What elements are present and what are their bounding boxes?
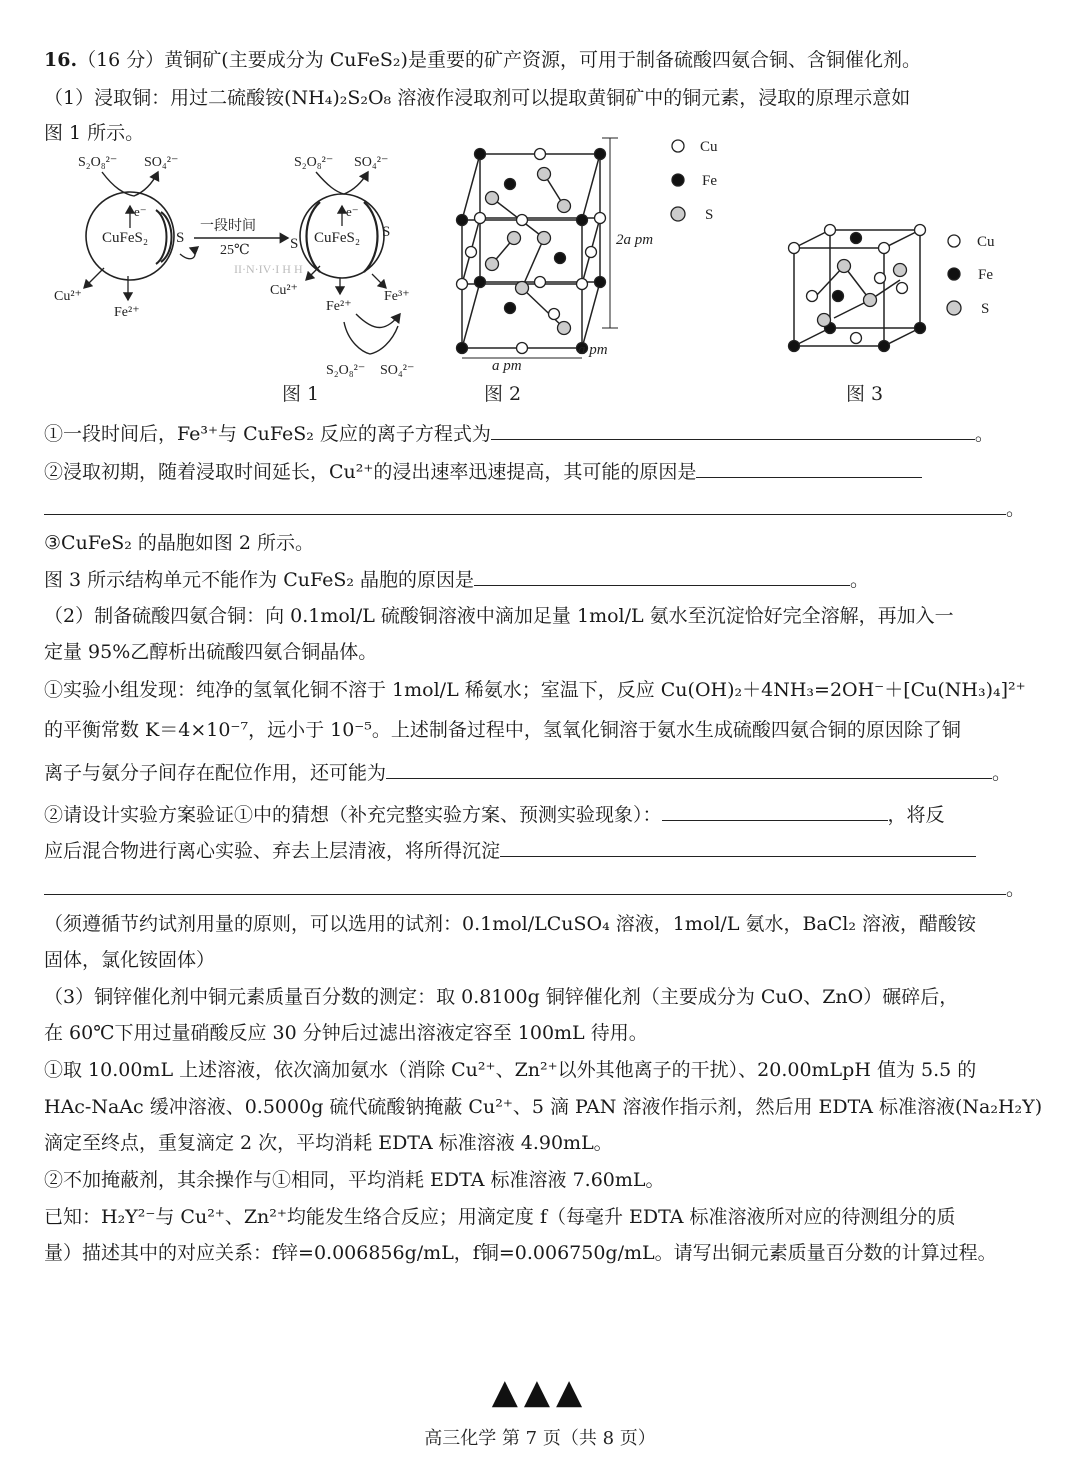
s-atom [558, 200, 571, 213]
cu-atom [851, 333, 862, 344]
s-atom [516, 282, 529, 295]
legend-s-marker [947, 301, 961, 315]
legend-s-label: S [705, 207, 714, 223]
fe3-label: Fe³⁺ [384, 289, 410, 304]
q2-1c-end: 。 [992, 762, 1012, 784]
fe-atom [577, 215, 588, 226]
q1-1-end: 。 [974, 423, 994, 445]
width-label-1: a pm [492, 358, 522, 374]
part2-text-2: 定量 95%乙醇析出硫酸四氨合铜晶体。 [44, 641, 378, 663]
fe-atom [851, 233, 862, 244]
part3-text-1: （3）铜锌催化剂中铜元素质量百分数的测定：取 0.8100g 铜锌催化剂（主要成分为 CuO、ZnO）碾碎后， [44, 986, 959, 1008]
fe-atom [915, 323, 926, 334]
s-atom [894, 264, 907, 277]
s-label-2b: S [382, 224, 391, 240]
cu-atom [577, 279, 588, 290]
answer-blank-1-2a[interactable] [696, 457, 922, 478]
fe2-label-1: Fe²⁺ [114, 305, 140, 320]
arrow-top-label: 一段时间 [200, 219, 256, 234]
fe-atom [457, 215, 468, 226]
cufes2-label-2: CuFeS₂ [314, 230, 361, 246]
legend-fe-label: Fe [978, 267, 993, 283]
figures-row [44, 128, 1044, 418]
cu2-label-1: Cu²⁺ [54, 289, 82, 304]
fe2-label-2: Fe²⁺ [326, 299, 352, 314]
cufes2-label-1: CuFeS₂ [102, 230, 149, 246]
question-3-1c: 滴定至终点，重复滴定 2 次，平均消耗 EDTA 标准溶液 4.90mL。 [44, 1132, 613, 1154]
s-atom [486, 192, 499, 205]
s-curl-arrow-1 [180, 248, 195, 259]
fe-atom [475, 149, 486, 160]
question-16-intro [44, 46, 1044, 74]
legend-s-marker [671, 207, 685, 221]
part3-text-2: 在 60℃下用过量硝酸反应 30 分钟后过滤出溶液定容至 100mL 待用。 [44, 1022, 648, 1044]
fe-atom [505, 179, 516, 190]
s-label-1: S [176, 230, 185, 246]
s-label-2a: S [290, 236, 299, 252]
width-label-2: a pm [578, 342, 608, 358]
q2-2a-end: ，将反 [887, 804, 945, 826]
cu2-label-2: Cu²⁺ [270, 283, 298, 298]
s-atom [818, 314, 831, 327]
legend-cu-label: Cu [977, 234, 995, 250]
cu-atom [807, 291, 818, 302]
height-label: 2a pm [616, 232, 654, 248]
question-1-2 [44, 457, 1044, 486]
answer-blank-1-2b[interactable] [44, 494, 1006, 515]
cu-atom [517, 343, 528, 354]
q2-2c-end: 。 [1006, 878, 1026, 900]
s2o8-label-3: S₂O₈²⁻ [326, 363, 366, 378]
intro-text: （16 分）黄铜矿(主要成分为 CuFeS₂)是重要的矿产资源，可用于制备硫酸四氨合铜、含铜催化剂。 [77, 49, 921, 71]
cu-atom [897, 283, 908, 294]
cell-bottom-face [462, 282, 600, 348]
cu-atom [535, 277, 546, 288]
figure-2-caption: 图 2 [484, 383, 522, 405]
page-marks: ▲▲▲ [491, 1372, 589, 1412]
so4-label-3: SO₄²⁻ [380, 363, 415, 378]
cu-atom [549, 309, 560, 320]
page-footer: 高三化学 第 7 页（共 8 页） [424, 1428, 656, 1449]
s-atom [538, 168, 551, 181]
fe-atom [595, 277, 606, 288]
legend-fe-marker [672, 174, 684, 186]
electron-label-1: e⁻ [134, 204, 147, 219]
bond [522, 288, 564, 328]
so4-label-1: SO₄²⁻ [144, 155, 179, 170]
question-2-2a [44, 800, 1044, 829]
answer-blank-2-2c[interactable] [44, 874, 1006, 895]
answer-blank-2-1[interactable] [386, 758, 992, 779]
fe-atom [833, 291, 844, 302]
fe-cycle-arrow-1 [356, 314, 400, 328]
q2-1c-text: 离子与氨分子间存在配位作用，还可能为 [44, 762, 387, 784]
arrow-curve-2 [316, 172, 368, 194]
fe-atom [595, 149, 606, 160]
answer-blank-1-1[interactable] [491, 419, 975, 440]
cu-atom [466, 247, 477, 258]
figure-1-leaching-diagram [54, 155, 414, 405]
question-1-3a: ③CuFeS₂ 的晶胞如图 2 所示。 [44, 532, 315, 554]
fe-atom [457, 343, 468, 354]
q1-2-end: 。 [1006, 498, 1026, 520]
question-number: 16. [44, 49, 78, 71]
legend-cu-marker [948, 235, 960, 247]
s-atom [508, 232, 521, 245]
question-2-1a: ①实验小组发现：纯净的氢氧化铜不溶于 1mol/L 稀氨水；室温下，反应 Cu(OH)₂＋4NH₃=2OH⁻＋[Cu(NH₃)₄]²⁺ [44, 679, 1026, 701]
answer-blank-1-3[interactable] [474, 565, 850, 586]
fe-atom [475, 277, 486, 288]
s-atom [538, 232, 551, 245]
fe-cycle-arrow-2 [344, 322, 398, 354]
fe-atom [505, 303, 516, 314]
figure-3-atoms [789, 225, 926, 352]
cu-atom [457, 279, 468, 290]
cell-top-face [462, 154, 600, 220]
cu-atom [517, 215, 528, 226]
question-1-1 [44, 419, 1044, 448]
q1-2-text: ②浸取初期，随着浸取时间延长，Cu²⁺的浸出速率迅速提高，其可能的原因是 [44, 461, 697, 483]
answer-blank-2-2a[interactable] [662, 800, 888, 821]
q1-3b-text: 图 3 所示结构单元不能作为 CuFeS₂ 晶胞的原因是 [44, 569, 475, 591]
legend-fe-marker [948, 268, 960, 280]
part1-text-1: （1）浸取铜：用过二硫酸铵(NH₄)₂S₂O₈ 溶液作浸取剂可以提取黄铜矿中的铜元素，浸取的原理示意如 [44, 87, 911, 109]
q1-3b-end: 。 [850, 569, 870, 591]
known-info-2: 量）描述其中的对应关系：f锌=0.006856g/mL，f铜=0.006750g/mL。请写出铜元素质量百分数的计算过程。 [44, 1242, 997, 1264]
question-2-1b: 的平衡常数 K＝4×10⁻⁷，远小于 10⁻⁵。上述制备过程中，氢氧化铜溶于氨水生成硫酸四氨合铜的原因除了铜 [44, 719, 961, 741]
cu-release-arrow-1 [84, 268, 104, 288]
question-1-2-cont [44, 494, 1044, 523]
cu-atom [586, 247, 597, 258]
reagent-note-1: （须遵循节约试剂用量的原则，可以选用的试剂：0.1mol/LCuSO₄ 溶液，1mol/L 氨水，BaCl₂ 溶液，醋酸铵 [44, 913, 977, 935]
cu-atom [475, 213, 486, 224]
cu-atom [789, 243, 800, 254]
q2-2a-text: ②请设计实验方案验证①中的猜想（补充完整实验方案、预测实验现象）： [44, 804, 662, 826]
question-3-1b: HAc-NaAc 缓冲溶液、0.5000g 硫代硫酸钠掩蔽 Cu²⁺、5 滴 PAN 溶液作指示剂，然后用 EDTA 标准溶液(Na₂H₂Y) [44, 1096, 1043, 1118]
s-atom [486, 258, 499, 271]
cu-atom [825, 225, 836, 236]
q2-2b-text: 应后混合物进行离心实验、弃去上层清液，将所得沉淀 [44, 840, 501, 862]
electron-label-2: e⁻ [346, 204, 359, 219]
legend-cu-marker [672, 140, 684, 152]
figure-1-caption: 图 1 [282, 383, 320, 405]
figure-2-dimensions [462, 138, 653, 405]
q1-1-text: ①一段时间后，Fe³⁺与 CuFeS₂ 反应的离子方程式为 [44, 423, 491, 445]
question-3-2: ②不加掩蔽剂，其余操作与①相同，平均消耗 EDTA 标准溶液 7.60mL。 [44, 1169, 665, 1191]
part1-text-2: 图 1 所示。 [44, 122, 145, 144]
fe-atom [879, 341, 890, 352]
answer-blank-2-2b[interactable] [500, 836, 976, 857]
so4-label-2: SO₄²⁻ [354, 155, 389, 170]
arrow-bottom-label: 25℃ [220, 243, 250, 258]
cu-atom [879, 243, 890, 254]
watermark: II·N·IV·I H H [234, 262, 303, 276]
fe-atom [555, 253, 566, 264]
s-atom [864, 294, 877, 307]
figure-3-caption: 图 3 [846, 383, 884, 405]
question-2-2b [44, 836, 1044, 865]
question-2-1c [44, 758, 1044, 787]
question-1-3b [44, 565, 1044, 594]
cu-atom [875, 273, 886, 284]
legend-fe-label: Fe [702, 173, 717, 189]
reagent-note-2: 固体，氯化铵固体） [44, 949, 216, 971]
cu-atom [595, 213, 606, 224]
part2-text-1: （2）制备硫酸四氨合铜：向 0.1mol/L 硫酸铜溶液中滴加足量 1mol/L 氨水至沉淀恰好完全溶解，再加入一 [44, 605, 954, 627]
s-atom [838, 260, 851, 273]
cu-atom [915, 225, 926, 236]
s2o8-label-2: S₂O₈²⁻ [294, 155, 334, 170]
s-atom [558, 322, 571, 335]
fe3-attack-arrow [372, 274, 386, 288]
legend-s-label: S [981, 301, 990, 317]
question-3-1a: ①取 10.00mL 上述溶液，依次滴加氨水（消除 Cu²⁺、Zn²⁺以外其他离子的干扰）、20.00mLpH 值为 5.5 的 [44, 1059, 977, 1081]
question-2-2c [44, 874, 1044, 903]
s2o8-label-1: S₂O₈²⁻ [78, 155, 118, 170]
cu-atom [535, 149, 546, 160]
legend-2 [947, 234, 995, 317]
figure-2-atoms [457, 149, 606, 354]
legend-1 [671, 139, 718, 223]
fe-atom [789, 341, 800, 352]
figures-svg [44, 128, 1044, 418]
known-info-1: 已知：H₂Y²⁻与 Cu²⁺、Zn²⁺均能发生络合反应；用滴定度 f（每毫升 EDTA 标准溶液所对应的待测组分的质 [44, 1206, 956, 1228]
legend-cu-label: Cu [700, 139, 718, 155]
sulfur-layer-1 [156, 210, 167, 264]
figure-2-unit-cell [462, 154, 600, 348]
cu-release-arrow-2 [306, 266, 320, 280]
